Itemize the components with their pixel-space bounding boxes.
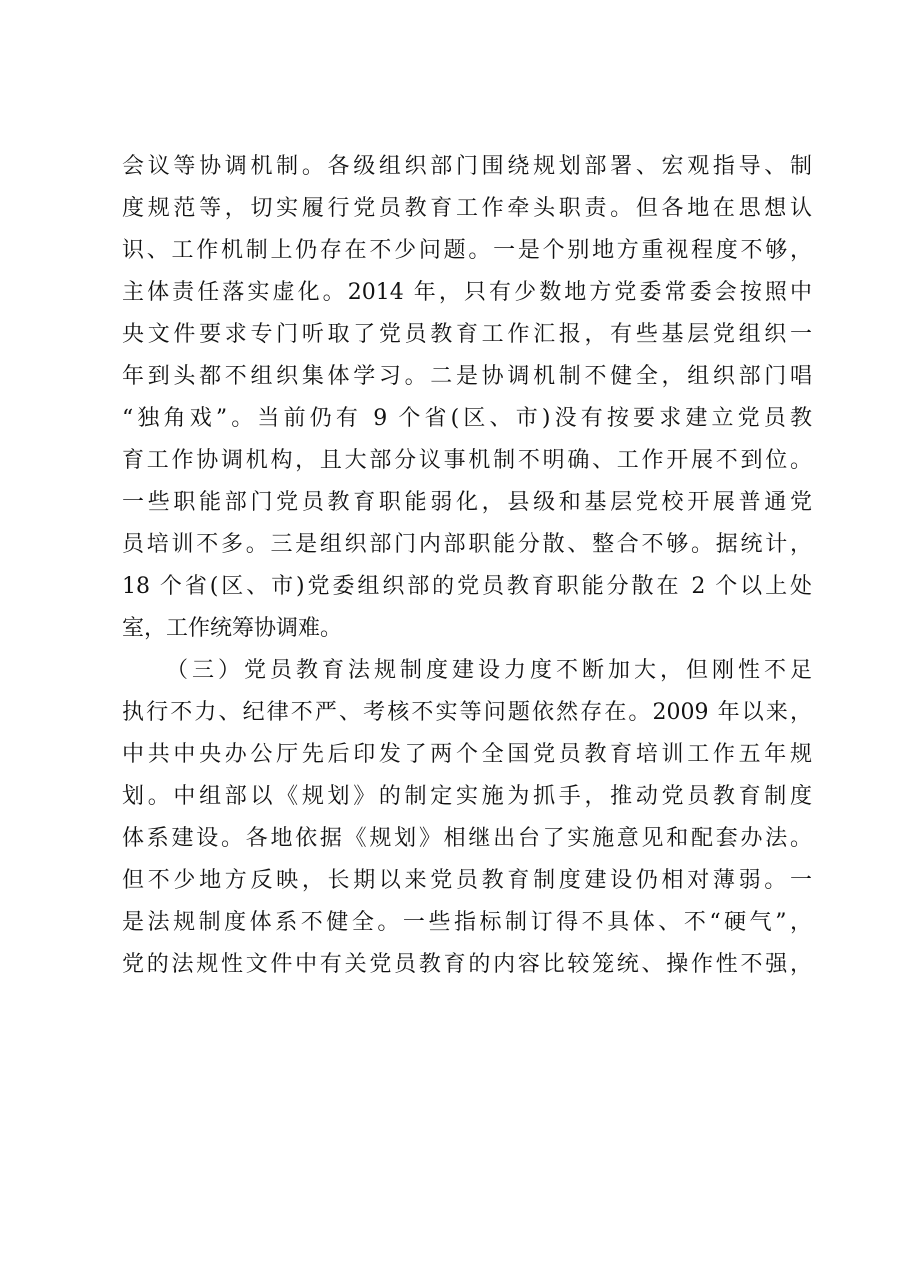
document-body	[122, 146, 812, 986]
text-line: 会议等协调机制。各级组织部门围绕规划部署、宏观指导、制	[122, 154, 812, 179]
text-line: 是法规制度体系不健全。一些指标制订得不具体、不“硬气”，	[122, 910, 812, 935]
text-line: 员培训不多。三是组织部门内部职能分散、整合不够。据统计，	[122, 532, 812, 557]
text-line: 央文件要求专门听取了党员教育工作汇报，有些基层党组织一	[122, 322, 812, 347]
section-heading-line: （三）党员教育法规制度建设力度不断加大，但刚性不足	[166, 658, 812, 683]
paragraph-2	[122, 650, 812, 986]
text-line: 执行不力、纪律不严、考核不实等问题依然存在。2009 年以来，	[122, 700, 812, 725]
text-line: 18 个省(区、市)党委组织部的党员教育职能分散在 2 个以上处	[122, 574, 812, 599]
text-line: 党的法规性文件中有关党员教育的内容比较笼统、操作性不强，	[122, 952, 812, 977]
text-line: 主体责任落实虚化。2014 年，只有少数地方党委常委会按照中	[122, 280, 812, 305]
text-line: 体系建设。各地依据《规划》相继出台了实施意见和配套办法。	[122, 826, 812, 851]
text-line: 但不少地方反映，长期以来党员教育制度建设仍相对薄弱。一	[122, 868, 812, 893]
text-line: 中共中央办公厅先后印发了两个全国党员教育培训工作五年规	[122, 742, 812, 767]
text-line: 划。中组部以《规划》的制定实施为抓手，推动党员教育制度	[122, 784, 812, 809]
text-line: 一些职能部门党员教育职能弱化，县级和基层党校开展普通党	[122, 490, 812, 515]
text-line: 识、工作机制上仍存在不少问题。一是个别地方重视程度不够，	[122, 238, 812, 263]
text-line: 度规范等，切实履行党员教育工作牵头职责。但各地在思想认	[122, 196, 812, 221]
text-line: 年到头都不组织集体学习。二是协调机制不健全，组织部门唱	[122, 364, 812, 389]
text-line: 育工作协调机构，且大部分议事机制不明确、工作开展不到位。	[122, 448, 812, 473]
text-line: “独角戏”。当前仍有 9 个省(区、市)没有按要求建立党员教	[122, 406, 812, 431]
text-line: 室，工作统筹协调难。	[122, 616, 343, 641]
paragraph-1	[122, 146, 812, 650]
